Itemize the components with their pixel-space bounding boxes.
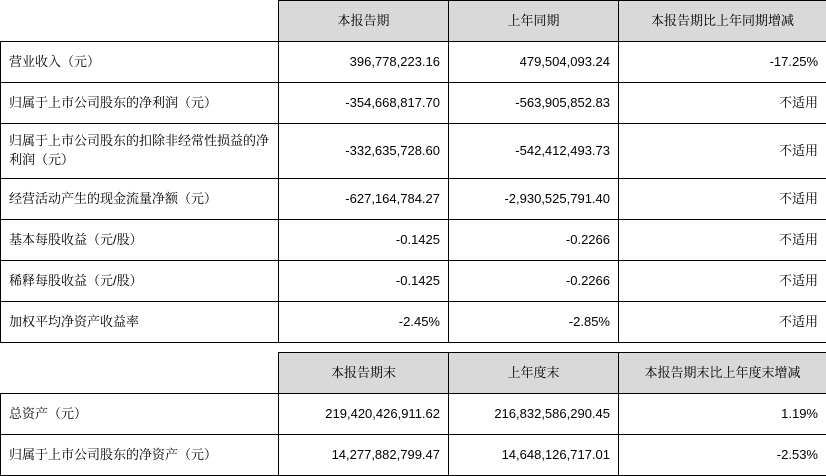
row-previous-value: -2,930,525,791.40	[449, 179, 619, 220]
row-previous-value: -2.85%	[449, 302, 619, 343]
table-row	[1, 435, 826, 476]
row-current-value: -0.1425	[279, 220, 449, 261]
table-row	[1, 394, 826, 435]
row-label: 归属于上市公司股东的净利润（元）	[1, 83, 279, 124]
row-change-value: -2.53%	[619, 435, 826, 476]
row-current-value: -2.45%	[279, 302, 449, 343]
row-label: 归属于上市公司股东的净资产（元）	[1, 435, 279, 476]
row-change-value: 不适用	[619, 220, 826, 261]
section-spacer	[1, 343, 826, 353]
row-label: 经营活动产生的现金流量净额（元）	[1, 179, 279, 220]
row-label: 基本每股收益（元/股）	[1, 220, 279, 261]
table-row	[1, 83, 826, 124]
row-previous-value: -563,905,852.83	[449, 83, 619, 124]
row-change-value: 不适用	[619, 83, 826, 124]
row-label: 归属于上市公司股东的扣除非经常性损益的净利润（元）	[1, 124, 279, 179]
header-cell-current-period-end: 本报告期末	[279, 353, 449, 394]
row-label: 营业收入（元）	[1, 42, 279, 83]
table-row	[1, 302, 826, 343]
header-cell-previous-year-end: 上年度末	[449, 353, 619, 394]
row-previous-value: 479,504,093.24	[449, 42, 619, 83]
row-change-value: 不适用	[619, 261, 826, 302]
header-cell-period-end-change: 本报告期末比上年度末增减	[619, 353, 826, 394]
row-previous-value: -0.2266	[449, 261, 619, 302]
row-previous-value: -0.2266	[449, 220, 619, 261]
row-current-value: -0.1425	[279, 261, 449, 302]
table-row	[1, 42, 826, 83]
header-cell-previous-period: 上年同期	[449, 1, 619, 42]
row-change-value: 不适用	[619, 124, 826, 179]
row-current-value: 14,277,882,799.47	[279, 435, 449, 476]
row-change-value: -17.25%	[619, 42, 826, 83]
section-spacer-cell	[1, 343, 826, 353]
row-current-value: -627,164,784.27	[279, 179, 449, 220]
row-current-value: -354,668,817.70	[279, 83, 449, 124]
table-row	[1, 179, 826, 220]
table-row	[1, 220, 826, 261]
table-row	[1, 124, 826, 179]
row-previous-value: 216,832,586,290.45	[449, 394, 619, 435]
row-label: 稀释每股收益（元/股）	[1, 261, 279, 302]
table-row	[1, 261, 826, 302]
header-cell-current-period: 本报告期	[279, 1, 449, 42]
table-header-row-balance	[1, 353, 826, 394]
row-label: 总资产（元）	[1, 394, 279, 435]
row-change-value: 不适用	[619, 302, 826, 343]
row-previous-value: 14,648,126,717.01	[449, 435, 619, 476]
row-current-value: 396,778,223.16	[279, 42, 449, 83]
table-header-row-period	[1, 1, 826, 42]
header-cell-empty	[1, 1, 279, 42]
header-cell-period-change: 本报告期比上年同期增减	[619, 1, 826, 42]
row-change-value: 不适用	[619, 179, 826, 220]
row-previous-value: -542,412,493.73	[449, 124, 619, 179]
row-label: 加权平均净资产收益率	[1, 302, 279, 343]
row-current-value: -332,635,728.60	[279, 124, 449, 179]
row-current-value: 219,420,426,911.62	[279, 394, 449, 435]
row-change-value: 1.19%	[619, 394, 826, 435]
header-cell-empty-2	[1, 353, 279, 394]
